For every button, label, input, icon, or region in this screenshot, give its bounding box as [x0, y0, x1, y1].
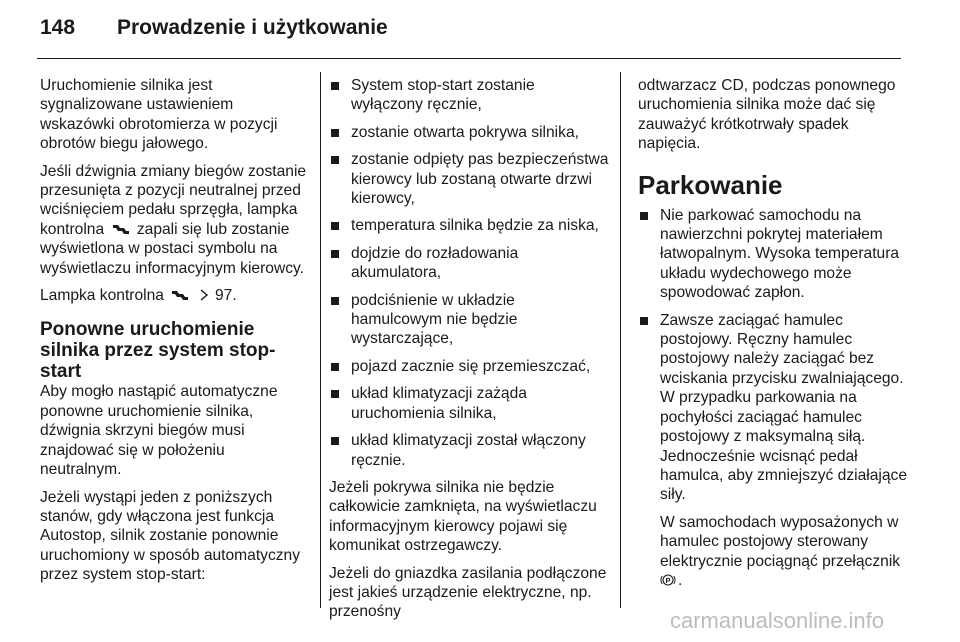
parking-brake-icon	[660, 572, 676, 588]
bullet-icon	[331, 156, 339, 164]
column-divider-2	[620, 72, 621, 608]
list-item: układ klimatyzacji został włączony ręcznie.	[329, 431, 609, 470]
paragraph-gear-lever: Jeśli dźwignia zmiany biegów zostanie przesunięta z pozycji neutralnej przed wciśnięciem pedału sprzęgła, lampka kontrolna zapali się lub zostanie wyświetlona w postaci symbolu na wyświetlaczu informacyjnym kierowcy.	[40, 162, 307, 277]
bullet-icon	[331, 250, 339, 258]
bullet-icon	[331, 129, 339, 137]
bullet-icon	[331, 297, 339, 305]
engine-warning-icon	[171, 289, 189, 301]
column-1	[40, 76, 310, 593]
paragraph-hood-warning: Jeżeli pokrywa silnika nie będzie całkowicie zamknięta, na wyświetlaczu informacyjnym kierowcy pojawi się komunikat ostrzegawczy.	[329, 478, 597, 555]
paragraph-autostop: Jeżeli wystąpi jeden z poniższych stanów, gdy włączona jest funkcja Autostop, silnik zostanie ponownie uruchomiony w sposób automatyczny przez system stop-start:	[40, 488, 301, 584]
parking-list	[638, 206, 908, 505]
page-number: 148	[40, 16, 76, 39]
chapter-title: Prowadzenie i użytkowanie	[117, 16, 388, 39]
bullet-icon	[331, 222, 339, 230]
list-item: Zawsze zaciągać hamulec postojowy. Ręczny hamulec postojowy należy zaciągać bez wciskania przycisku zwalniającego. W przypadku parkowania na pochyłości zaciągać hamulec postojowy z maksymalną siłą. Jednocześnie wcisnąć pedał hamulca, aby zmniejszyć działające siły.	[638, 311, 908, 505]
page-header	[0, 0, 960, 60]
list-item: System stop-start zostanie wyłączony ręcznie,	[329, 76, 609, 115]
restart-conditions-list	[329, 76, 609, 470]
bullet-icon	[640, 317, 648, 325]
list-item: pojazd zacznie się przemieszczać,	[329, 357, 609, 376]
list-item: Nie parkować samochodu na nawierzchni pokrytej materiałem łatwopalnym. Wysoka temperatura układu wydechowego może spowodować zapłon.	[638, 206, 908, 303]
section-heading-restart: Ponowne uruchomienie silnika przez system stop-start	[40, 319, 276, 383]
bullet-icon	[331, 363, 339, 371]
column-2	[329, 76, 609, 630]
column-3	[638, 76, 908, 598]
header-rule	[37, 58, 901, 59]
list-item: zostanie otwarta pokrywa silnika,	[329, 123, 609, 142]
column-divider-1	[320, 72, 321, 608]
paragraph-electric-brake: W samochodach wyposażonych w hamulec postojowy sterowany elektrycznie pociągnąć przełącznik P .	[660, 513, 901, 589]
engine-warning-icon	[112, 223, 130, 235]
section-heading-parking: Parkowanie	[638, 169, 783, 200]
list-item: temperatura silnika będzie za niska,	[329, 216, 609, 235]
bullet-icon	[331, 437, 339, 445]
list-item: układ klimatyzacji zażąda uruchomienia silnika,	[329, 384, 609, 423]
list-item: dojdzie do rozładowania akumulatora,	[329, 244, 609, 283]
paragraph-engine-start: Uruchomienie silnika jest sygnalizowane ustawieniem wskazówki obrotomierza w pozycji obrotów biegu jałowego.	[40, 77, 278, 153]
bullet-icon	[331, 390, 339, 398]
list-item: podciśnienie w układzie hamulcowym nie będzie wystarczające,	[329, 291, 609, 349]
svg-text:P: P	[665, 575, 671, 585]
watermark: carmanualsonline.info	[670, 608, 885, 633]
paragraph-voltage-drop: odtwarzacz CD, podczas ponownego uruchomienia silnika może dać się zauważyć krótkotrwały spadek napięcia.	[638, 77, 896, 153]
paragraph-warning-lamp: Lampka kontrolna 97.	[40, 287, 237, 305]
bullet-icon	[640, 212, 648, 220]
page-reference-arrow-icon	[199, 289, 209, 301]
bullet-icon	[331, 82, 339, 90]
paragraph-restart-condition: Aby mogło nastąpić automatyczne ponowne uruchomienie silnika, dźwignia skrzyni biegów musi znajdować się w położeniu neutralnym.	[40, 383, 278, 479]
list-item: zostanie odpięty pas bezpieczeństwa kierowcy lub zostaną otwarte drzwi kierowcy,	[329, 150, 609, 208]
paragraph-power-socket: Jeżeli do gniazdka zasilania podłączone jest jakieś urządzenie elektryczne, np. przenośny	[329, 564, 607, 621]
